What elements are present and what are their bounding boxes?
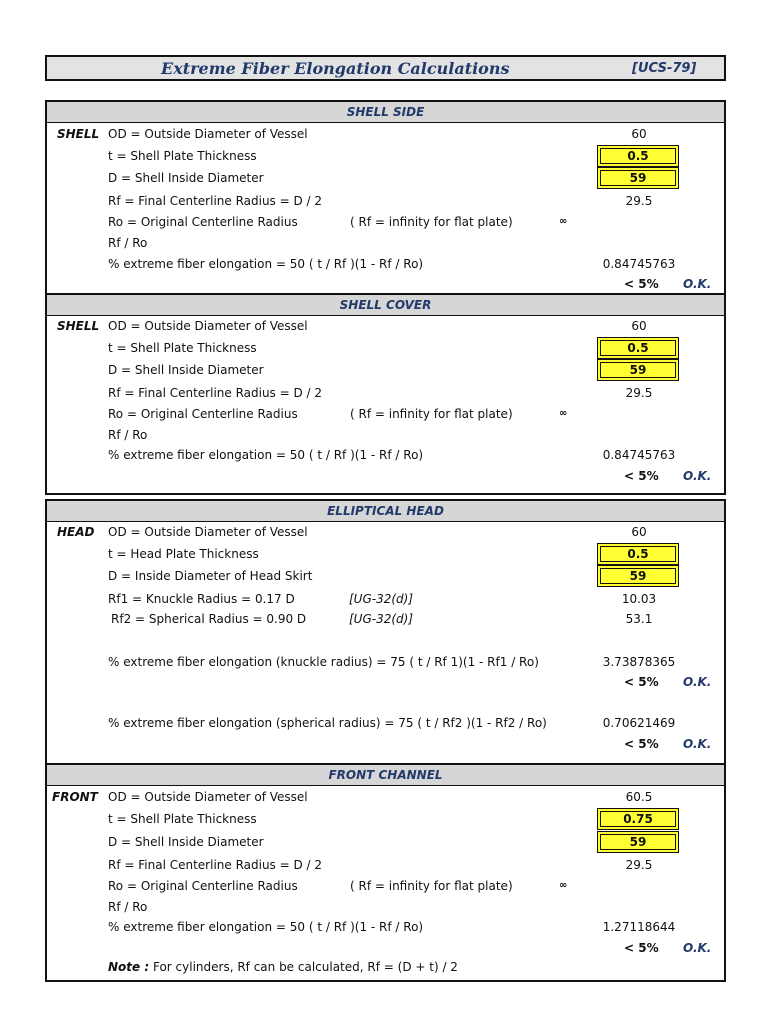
side-label: HEAD — [57, 525, 95, 539]
od-value: 60 — [631, 525, 647, 539]
t-label: t = Shell Plate Thickness — [108, 149, 257, 163]
od-value: 60 — [631, 319, 647, 333]
ro-note: ( Rf = infinity for flat plate) — [350, 879, 513, 893]
rf-ro-label: Rf / Ro — [108, 236, 148, 250]
d-label: D = Shell Inside Diameter — [108, 171, 264, 185]
note-label: Note : — [108, 960, 150, 974]
code-reference: [UCS-79] — [632, 61, 697, 76]
limit-label: < 5% — [624, 277, 659, 291]
rf-value: 29.5 — [625, 194, 653, 208]
limit-label: < 5% — [624, 737, 659, 751]
d-input[interactable]: 59 — [597, 565, 679, 587]
ro-label: Ro = Original Centerline Radius — [108, 879, 298, 893]
page-title: Extreme Fiber Elongation Calculations — [161, 59, 510, 78]
od-label: OD = Outside Diameter of Vessel — [108, 127, 308, 141]
note-text: For cylinders, Rf can be calculated, Rf = (D + t) / 2 — [152, 960, 458, 974]
elongation-label: % extreme fiber elongation = 50 ( t / Rf )(1 - Rf / Ro) — [108, 257, 424, 271]
ro-note: ( Rf = infinity for flat plate) — [350, 407, 513, 421]
elongation-label: % extreme fiber elongation = 50 ( t / Rf )(1 - Rf / Ro) — [108, 920, 424, 934]
elongation-value: 0.84745763 — [602, 257, 676, 271]
section-shell-cover — [45, 295, 726, 495]
rf-ro-label: Rf / Ro — [108, 900, 148, 914]
rf1-label: Rf1 = Knuckle Radius = 0.17 D — [108, 592, 295, 606]
od-label: OD = Outside Diameter of Vessel — [108, 525, 308, 539]
od-label: OD = Outside Diameter of Vessel — [108, 790, 308, 804]
rf-value: 29.5 — [625, 386, 653, 400]
title-bar — [45, 55, 726, 81]
rf2-label: Rf2 = Spherical Radius = 0.90 D — [111, 612, 307, 626]
ok-status: O.K. — [683, 675, 712, 689]
side-label: SHELL — [57, 127, 100, 141]
rf1-reference: [UG-32(d)] — [349, 592, 414, 606]
section-front-channel — [45, 765, 726, 982]
ok-status: O.K. — [683, 941, 712, 955]
rf2-value: 53.1 — [625, 612, 653, 626]
ro-note: ( Rf = infinity for flat plate) — [350, 215, 513, 229]
infinity-symbol: ∞ — [559, 880, 568, 891]
rf-label: Rf = Final Centerline Radius = D / 2 — [108, 858, 323, 872]
t-input[interactable]: 0.5 — [597, 145, 679, 167]
section-elliptical-head — [45, 499, 726, 765]
t-input[interactable]: 0.5 — [597, 337, 679, 359]
infinity-symbol: ∞ — [559, 408, 568, 419]
d-label: D = Shell Inside Diameter — [108, 835, 264, 849]
ok-status: O.K. — [683, 469, 712, 483]
section-header: SHELL SIDE — [47, 102, 724, 123]
od-value: 60 — [631, 127, 647, 141]
limit-label: < 5% — [624, 675, 659, 689]
elongation-label: % extreme fiber elongation = 50 ( t / Rf )(1 - Rf / Ro) — [108, 448, 424, 462]
rf-label: Rf = Final Centerline Radius = D / 2 — [108, 386, 323, 400]
ok-status: O.K. — [683, 277, 712, 291]
rf-value: 29.5 — [625, 858, 653, 872]
section-header: ELLIPTICAL HEAD — [47, 501, 724, 522]
t-label: t = Shell Plate Thickness — [108, 812, 257, 826]
ok-status: O.K. — [683, 737, 712, 751]
section-shell-side — [45, 100, 726, 295]
side-label: FRONT — [52, 790, 98, 804]
t-label: t = Head Plate Thickness — [108, 547, 259, 561]
knuckle-elongation-value: 3.73878365 — [602, 655, 676, 669]
infinity-symbol: ∞ — [559, 216, 568, 227]
d-input[interactable]: 59 — [597, 831, 679, 853]
d-input[interactable]: 59 — [597, 167, 679, 189]
spherical-elongation-value: 0.70621469 — [602, 716, 676, 730]
ro-label: Ro = Original Centerline Radius — [108, 407, 298, 421]
side-label: SHELL — [57, 319, 100, 333]
ro-label: Ro = Original Centerline Radius — [108, 215, 298, 229]
elongation-value: 0.84745763 — [602, 448, 676, 462]
t-input[interactable]: 0.75 — [597, 808, 679, 830]
section-header: SHELL COVER — [47, 295, 724, 316]
t-label: t = Shell Plate Thickness — [108, 341, 257, 355]
rf-ro-label: Rf / Ro — [108, 428, 148, 442]
elongation-value: 1.27118644 — [602, 920, 676, 934]
note-line — [108, 959, 458, 975]
d-label: D = Shell Inside Diameter — [108, 363, 264, 377]
d-label: D = Inside Diameter of Head Skirt — [108, 569, 313, 583]
od-label: OD = Outside Diameter of Vessel — [108, 319, 308, 333]
rf-label: Rf = Final Centerline Radius = D / 2 — [108, 194, 323, 208]
limit-label: < 5% — [624, 469, 659, 483]
knuckle-elongation-label: % extreme fiber elongation (knuckle radius) = 75 ( t / Rf 1)(1 - Rf1 / Ro) — [108, 655, 539, 669]
t-input[interactable]: 0.5 — [597, 543, 679, 565]
spherical-elongation-label: % extreme fiber elongation (spherical radius) = 75 ( t / Rf2 )(1 - Rf2 / Ro) — [108, 716, 547, 730]
od-value: 60.5 — [625, 790, 653, 804]
rf1-value: 10.03 — [621, 592, 657, 606]
limit-label: < 5% — [624, 941, 659, 955]
rf2-reference: [UG-32(d)] — [349, 612, 414, 626]
section-header: FRONT CHANNEL — [47, 765, 724, 786]
d-input[interactable]: 59 — [597, 359, 679, 381]
